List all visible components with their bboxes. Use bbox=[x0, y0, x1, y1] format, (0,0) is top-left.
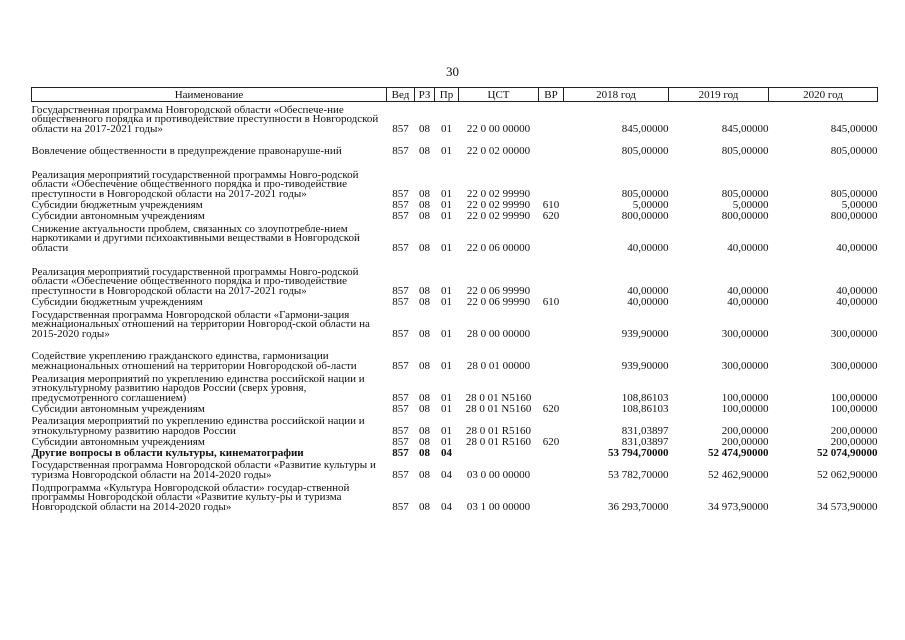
cell-cst: 28 0 01 N5160 bbox=[465, 391, 532, 404]
cell-ved: 857 bbox=[392, 402, 409, 415]
cell-cst: 28 0 01 00000 bbox=[466, 359, 531, 372]
cell-rz: 08 bbox=[419, 327, 430, 340]
cell-name: Субсидии автономным учреждениям bbox=[31, 402, 205, 415]
cell-y2018: 805,00000 bbox=[621, 144, 669, 157]
cell-y2020: 34 573,90000 bbox=[817, 500, 878, 513]
cell-name: Государственная программа Новгородской области «Гармони-зация межнациональных отношений на территории Новгород-ской области на 2015-2020 годы» bbox=[31, 308, 370, 340]
table-row bbox=[32, 307, 878, 339]
cell-y2019: 200,00000 bbox=[721, 435, 769, 448]
cell-cst bbox=[459, 447, 539, 458]
cell-y2018: 108,86103 bbox=[621, 402, 669, 415]
cell-y2018: 40,00000 bbox=[627, 241, 669, 254]
cell-pr: 01 bbox=[441, 391, 452, 404]
cell-rz: 08 bbox=[419, 359, 430, 372]
cell-y2020: 40,00000 bbox=[836, 295, 878, 308]
cell-rz: 08 bbox=[419, 424, 430, 437]
cell-ved: 857 bbox=[392, 500, 409, 513]
cell-name: Субсидии автономным учреждениям bbox=[31, 435, 205, 448]
cell-y2018: 831,03897 bbox=[621, 435, 669, 448]
cell-name: Субсидии бюджетным учреждениям bbox=[31, 295, 203, 308]
cell-y2020: 805,00000 bbox=[830, 187, 878, 200]
cell-rz: 08 bbox=[419, 391, 430, 404]
cell-y2020: 200,00000 bbox=[830, 424, 878, 437]
cell-name: Государственная программа Новгородской области «Обеспече-ние общественного порядка и противодействие преступности в Новгородской области на 2017-2021 годы» bbox=[31, 103, 379, 135]
cell-ved: 857 bbox=[392, 241, 409, 254]
cell-cst: 28 0 00 00000 bbox=[466, 327, 531, 340]
cell-y2019: 40,00000 bbox=[727, 284, 769, 297]
cell-rz: 08 bbox=[419, 209, 430, 222]
cell-ved: 857 bbox=[392, 198, 409, 211]
cell-pr: 01 bbox=[441, 122, 452, 135]
cell-name: Вовлечение общественности в предупреждение правонаруше-ний bbox=[31, 144, 342, 157]
col-header-2018: 2018 год bbox=[564, 88, 669, 102]
cell-y2019: 800,00000 bbox=[721, 209, 769, 222]
cell-y2019: 40,00000 bbox=[727, 241, 769, 254]
page-number: 30 bbox=[446, 64, 459, 79]
cell-y2019: 805,00000 bbox=[721, 144, 769, 157]
cell-pr: 01 bbox=[441, 198, 452, 211]
cell-y2019: 52 462,90000 bbox=[708, 468, 769, 481]
cell-pr: 04 bbox=[441, 468, 452, 481]
cell-y2020: 800,00000 bbox=[830, 209, 878, 222]
cell-vr bbox=[539, 414, 564, 436]
cell-rz: 08 bbox=[419, 500, 430, 513]
cell-name: Субсидии бюджетным учреждениям bbox=[31, 198, 203, 211]
cell-rz: 08 bbox=[419, 284, 430, 297]
cell-cst: 22 0 06 00000 bbox=[466, 241, 531, 254]
col-header-rz: РЗ bbox=[415, 88, 435, 102]
cell-y2019: 845,00000 bbox=[721, 122, 769, 135]
table-row bbox=[32, 253, 878, 296]
cell-vr bbox=[539, 102, 564, 135]
cell-y2018: 831,03897 bbox=[621, 424, 669, 437]
cell-name: Снижение актуальности проблем, связанных со злоупотребле-нием наркотиками и другими психоактивными веществами в Новгородской области bbox=[31, 222, 360, 254]
cell-ved: 857 bbox=[392, 284, 409, 297]
cell-cst: 28 0 01 R5160 bbox=[465, 435, 532, 448]
col-header-2020: 2020 год bbox=[769, 88, 878, 102]
cell-name: Реализация мероприятий по укреплению единства российской нации и этнокультурному развитию народов России bbox=[31, 415, 365, 437]
col-header-2019: 2019 год bbox=[669, 88, 769, 102]
cell-rz: 08 bbox=[419, 402, 430, 415]
cell-pr: 01 bbox=[441, 241, 452, 254]
cell-y2018: 40,00000 bbox=[627, 295, 669, 308]
cell-pr: 04 bbox=[441, 446, 452, 459]
cell-ved: 857 bbox=[392, 187, 409, 200]
cell-ved: 857 bbox=[392, 144, 409, 157]
cell-name: Содействие укреплению гражданского единства, гармонизации межнациональных отношений на территории Новгородской об-ласти bbox=[31, 350, 357, 372]
cell-y2019: 34 973,90000 bbox=[708, 500, 769, 513]
cell-name: Субсидии автономным учреждениям bbox=[31, 209, 205, 222]
cell-y2020: 100,00000 bbox=[830, 391, 878, 404]
cell-pr: 01 bbox=[441, 144, 452, 157]
cell-y2020: 100,00000 bbox=[830, 402, 878, 415]
cell-pr: 01 bbox=[441, 359, 452, 372]
table-row bbox=[32, 458, 878, 480]
cell-y2020: 845,00000 bbox=[830, 122, 878, 135]
cell-y2019: 100,00000 bbox=[721, 402, 769, 415]
cell-pr: 01 bbox=[441, 284, 452, 297]
cell-pr: 01 bbox=[441, 402, 452, 415]
cell-ved: 857 bbox=[392, 391, 409, 404]
cell-pr: 01 bbox=[441, 187, 452, 200]
cell-y2020: 300,00000 bbox=[830, 327, 878, 340]
cell-name: Другие вопросы в области культуры, кинематографии bbox=[31, 446, 304, 459]
cell-cst: 03 0 00 00000 bbox=[466, 468, 531, 481]
col-header-cst: ЦСТ bbox=[459, 88, 539, 102]
cell-ved: 857 bbox=[392, 295, 409, 308]
cell-vr bbox=[539, 221, 564, 253]
table-row bbox=[32, 134, 878, 156]
table-row bbox=[32, 199, 878, 210]
cell-y2020: 805,00000 bbox=[830, 144, 878, 157]
cell-y2020: 300,00000 bbox=[830, 359, 878, 372]
cell-y2019: 100,00000 bbox=[721, 391, 769, 404]
cell-vr bbox=[539, 253, 564, 296]
cell-pr: 01 bbox=[441, 209, 452, 222]
cell-ved: 857 bbox=[392, 468, 409, 481]
cell-pr: 04 bbox=[441, 500, 452, 513]
col-header-ved: Вед bbox=[387, 88, 415, 102]
table-row bbox=[32, 447, 878, 458]
cell-vr bbox=[539, 371, 564, 403]
cell-y2018: 40,00000 bbox=[627, 284, 669, 297]
table-row bbox=[32, 480, 878, 512]
cell-y2018: 800,00000 bbox=[621, 209, 669, 222]
cell-y2018: 36 293,70000 bbox=[608, 500, 669, 513]
col-header-pr: Пр bbox=[435, 88, 459, 102]
cell-y2018: 805,00000 bbox=[621, 187, 669, 200]
cell-vr bbox=[539, 458, 564, 480]
table-row bbox=[32, 371, 878, 403]
cell-y2020: 52 062,90000 bbox=[817, 468, 878, 481]
cell-rz: 08 bbox=[419, 435, 430, 448]
cell-cst: 22 0 06 99990 bbox=[466, 284, 531, 297]
cell-ved: 857 bbox=[392, 327, 409, 340]
cell-cst: 22 0 06 99990 bbox=[466, 295, 531, 308]
cell-y2020: 40,00000 bbox=[836, 241, 878, 254]
cell-vr bbox=[539, 447, 564, 458]
cell-cst: 22 0 02 00000 bbox=[466, 144, 531, 157]
cell-y2019: 300,00000 bbox=[721, 359, 769, 372]
cell-rz: 08 bbox=[419, 295, 430, 308]
cell-cst: 28 0 01 N5160 bbox=[465, 402, 532, 415]
cell-rz: 08 bbox=[419, 446, 430, 459]
cell-y2019: 805,00000 bbox=[721, 187, 769, 200]
table-row bbox=[32, 221, 878, 253]
cell-y2018: 53 794,70000 bbox=[608, 446, 669, 459]
cell-y2018: 108,86103 bbox=[621, 391, 669, 404]
cell-y2020: 200,00000 bbox=[830, 435, 878, 448]
cell-y2018: 5,00000 bbox=[632, 198, 669, 211]
cell-y2018: 845,00000 bbox=[621, 122, 669, 135]
table-row bbox=[32, 296, 878, 307]
cell-vr: 620 bbox=[542, 402, 560, 415]
cell-name: Подпрограмма «Культура Новгородской области» государ-ственной программы Новгородской области «Развитие культу-ры и туризма Новгородской области на 2014-2020 годы» bbox=[31, 481, 350, 513]
table-row bbox=[32, 339, 878, 371]
cell-vr bbox=[539, 307, 564, 339]
cell-vr: 620 bbox=[542, 209, 560, 222]
cell-vr bbox=[539, 156, 564, 199]
table-row bbox=[32, 156, 878, 199]
cell-y2018: 939,90000 bbox=[621, 327, 669, 340]
table-row bbox=[32, 403, 878, 414]
cell-pr: 01 bbox=[441, 424, 452, 437]
cell-pr: 01 bbox=[441, 435, 452, 448]
cell-pr: 01 bbox=[441, 327, 452, 340]
cell-y2018: 53 782,70000 bbox=[608, 468, 669, 481]
cell-y2019: 5,00000 bbox=[732, 198, 769, 211]
cell-vr: 620 bbox=[542, 435, 560, 448]
cell-name: Реализация мероприятий государственной программы Новго-родской области «Обеспечение общественного порядка и про-тиводействие преступности в Новгородской области на 2017-2021 годы» bbox=[31, 265, 359, 297]
cell-rz: 08 bbox=[419, 241, 430, 254]
cell-y2020: 40,00000 bbox=[836, 284, 878, 297]
cell-rz: 08 bbox=[419, 122, 430, 135]
cell-cst: 22 0 02 99990 bbox=[466, 187, 531, 200]
cell-cst: 28 0 01 R5160 bbox=[465, 424, 532, 437]
table-row bbox=[32, 210, 878, 221]
cell-vr bbox=[539, 480, 564, 512]
table-row bbox=[32, 102, 878, 135]
cell-vr bbox=[539, 134, 564, 156]
col-header-name: Наименование bbox=[32, 88, 387, 102]
cell-cst: 22 0 02 99990 bbox=[466, 209, 531, 222]
cell-y2019: 300,00000 bbox=[721, 327, 769, 340]
cell-y2019: 52 474,90000 bbox=[708, 446, 769, 459]
table-row bbox=[32, 436, 878, 447]
cell-ved: 857 bbox=[392, 359, 409, 372]
cell-name: Реализация мероприятий государственной программы Новго-родской области «Обеспечение общественного порядка и про-тиводействие преступности в Новгородской области на 2017-2021 годы» bbox=[31, 168, 359, 200]
header-row bbox=[32, 88, 878, 102]
cell-name: Государственная программа Новгородской области «Развитие культуры и туризма Новгородской области на 2014-2020 годы» bbox=[31, 459, 376, 481]
cell-ved: 857 bbox=[392, 209, 409, 222]
cell-vr: 610 bbox=[542, 198, 560, 211]
cell-pr: 01 bbox=[441, 295, 452, 308]
cell-cst: 22 0 02 99990 bbox=[466, 198, 531, 211]
cell-y2019: 40,00000 bbox=[727, 295, 769, 308]
cell-cst: 22 0 00 00000 bbox=[466, 122, 531, 135]
cell-rz: 08 bbox=[419, 468, 430, 481]
cell-vr bbox=[539, 339, 564, 371]
cell-y2018: 939,90000 bbox=[621, 359, 669, 372]
cell-name: Реализация мероприятий по укреплению единства российской нации и этнокультурному развитию народов России (сверх уровня, предусмотренного соглашением) bbox=[31, 372, 365, 404]
cell-ved: 857 bbox=[392, 122, 409, 135]
cell-ved: 857 bbox=[392, 446, 409, 459]
cell-rz: 08 bbox=[419, 198, 430, 211]
budget-table bbox=[31, 87, 878, 512]
cell-y2020: 5,00000 bbox=[841, 198, 878, 211]
table-row bbox=[32, 414, 878, 436]
cell-rz: 08 bbox=[419, 144, 430, 157]
cell-rz: 08 bbox=[419, 187, 430, 200]
col-header-vr: ВР bbox=[539, 88, 564, 102]
cell-y2019: 200,00000 bbox=[721, 424, 769, 437]
cell-cst: 03 1 00 00000 bbox=[466, 500, 531, 513]
cell-vr: 610 bbox=[542, 295, 560, 308]
cell-ved: 857 bbox=[392, 435, 409, 448]
cell-ved: 857 bbox=[392, 424, 409, 437]
cell-y2020: 52 074,90000 bbox=[817, 446, 878, 459]
